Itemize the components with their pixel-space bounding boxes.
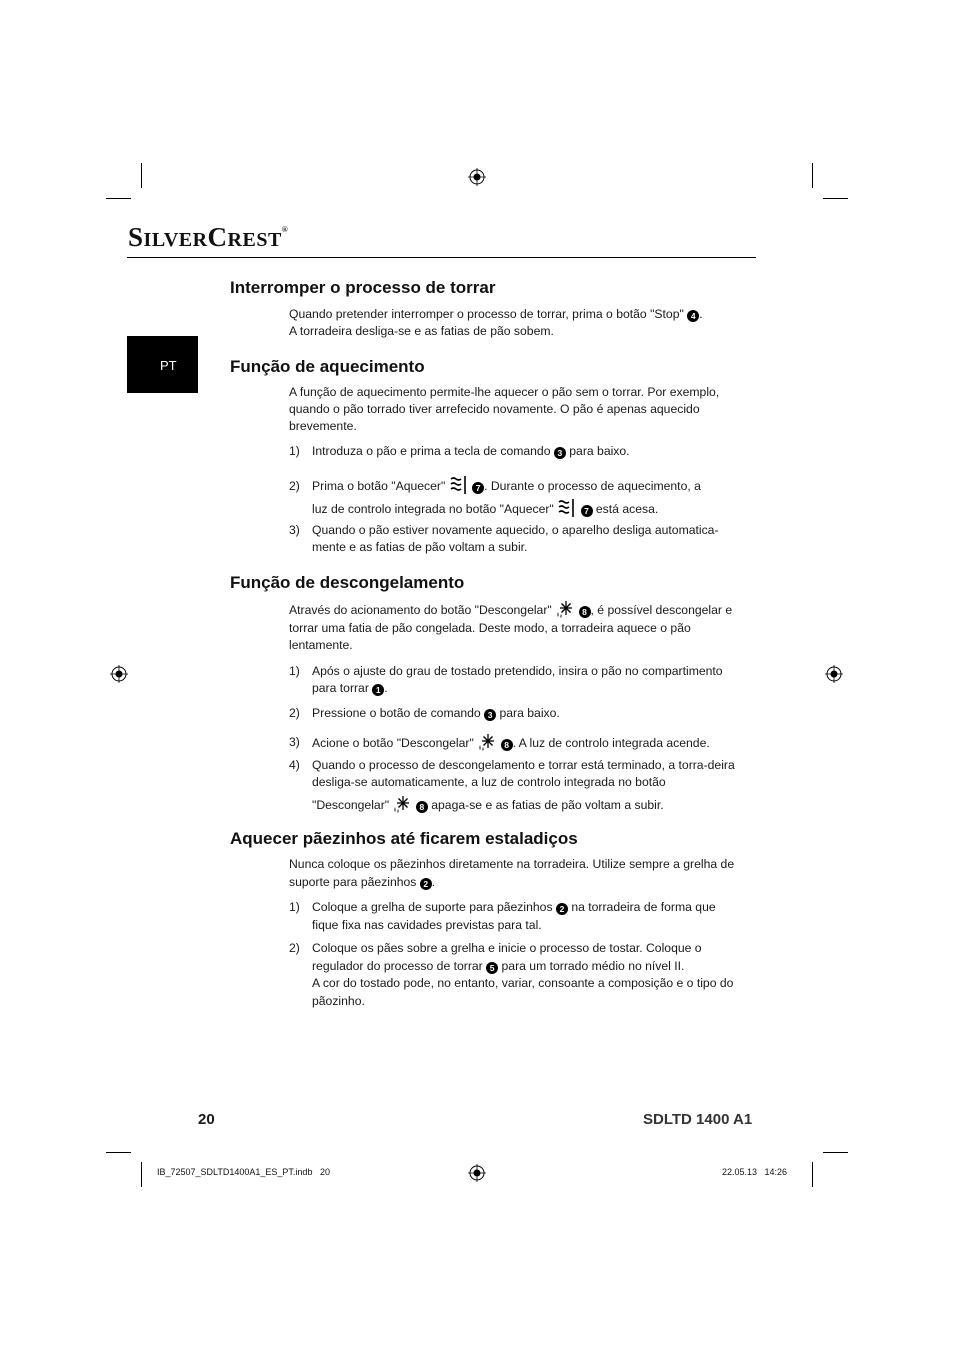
- crop-mark: [823, 198, 848, 199]
- crop-mark: [141, 1162, 142, 1187]
- language-tab: PT: [127, 336, 198, 393]
- section-heading-defrost: Função de descongelamento: [230, 573, 465, 592]
- rolls-intro: Nunca coloque os pãezinhos diretamente na torradeira. Utilize sempre a grelha de suporte para pãezinhos 2 .: [289, 857, 735, 889]
- section-heading-heating: Função de aquecimento: [230, 357, 425, 376]
- crop-mark: [106, 198, 131, 199]
- registration-mark-icon: [468, 168, 486, 186]
- model-number: SDLTD 1400 A1: [643, 1111, 753, 1128]
- header-rule: [127, 257, 756, 258]
- print-slug-date: 22.05.13 14:26: [722, 1167, 788, 1177]
- silvercrest-logo: SILVERCREST®: [128, 222, 289, 252]
- crop-mark: [106, 1152, 131, 1153]
- snowflake-defrost-icon: [392, 794, 412, 814]
- section-heading-stop: Interromper o processo de torrar: [230, 278, 496, 297]
- crop-mark: [823, 1152, 848, 1153]
- print-slug-file: IB_72507_SDLTD1400A1_ES_PT.indb 20: [157, 1167, 330, 1177]
- page-number: 20: [198, 1111, 215, 1128]
- registration-mark-icon: [110, 665, 128, 683]
- registration-mark-icon: [825, 665, 843, 683]
- snowflake-defrost-icon: [555, 599, 575, 619]
- crop-mark: [812, 163, 813, 188]
- defrost-intro: Através do acionamento do botão "Descongelar" 8 , é possível descongelar e torrar uma fatia de pão congelada. Deste modo, a torradeira aquece o pão lentamente.: [289, 599, 736, 655]
- callout-number: 4: [687, 310, 699, 322]
- heat-waves-icon: [557, 498, 577, 518]
- registration-mark-icon: [468, 1164, 486, 1182]
- crop-mark: [812, 1162, 813, 1187]
- section-heading-rolls: Aquecer pãezinhos até ficarem estaladiços: [230, 829, 578, 848]
- snowflake-defrost-icon: [477, 732, 497, 752]
- stop-paragraph: Quando pretender interromper o processo de torrar, prima o botão "Stop" 4 . A torradeira desliga-se e as fatias de pão sobem.: [289, 307, 703, 339]
- crop-mark: [141, 163, 142, 188]
- heat-waves-icon: [449, 475, 469, 495]
- heating-intro: A função de aquecimento permite-lhe aquecer o pão sem o torrar. Por exemplo, quando o pão torrado tiver arrefecido novamente. O pão é apenas aquecido brevemente.: [289, 385, 720, 434]
